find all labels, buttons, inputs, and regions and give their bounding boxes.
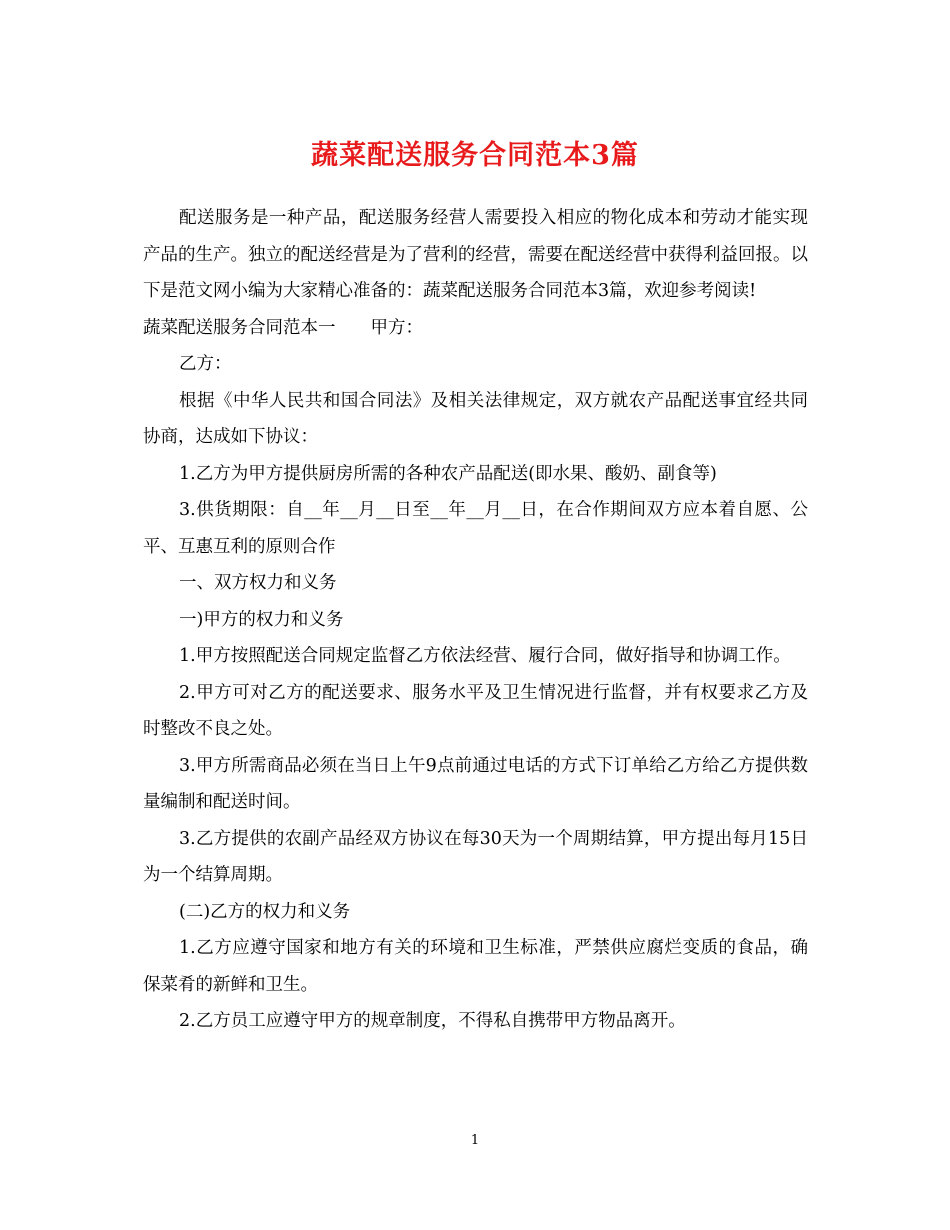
document-body	[143, 200, 808, 1040]
subsection-heading-party-a: 一)甲方的权力和义务	[179, 609, 344, 630]
page-number: 1	[470, 1133, 480, 1148]
contract-heading-party-a: 蔬菜配送服务合同范本一 甲方：	[143, 317, 423, 338]
agreement-basis-paragraph: 根据《中华人民共和国合同法》及相关法律规定，双方就农产品配送事宜经共同协商，达成如下协议：	[143, 390, 808, 447]
clause-supply-scope: 1.乙方为甲方提供厨房所需的各种农产品配送(即水果、酸奶、副食等)	[179, 463, 717, 484]
intro-paragraph: 配送服务是一种产品，配送服务经营人需要投入相应的物化成本和劳动才能实现产品的生产。独立的配送经营是为了营利的经营，需要在配送经营中获得利益回报。以下是范文网小编为大家精心准备的：蔬菜配送服务合同范本3篇，欢迎参考阅读!	[143, 208, 808, 301]
document-title: 蔬菜配送服务合同范本3篇	[311, 140, 639, 171]
clause-party-b-1: 1.乙方应遵守国家和地方有关的环境和卫生标准，严禁供应腐烂变质的食品，确保菜肴的新鲜和卫生。	[143, 938, 808, 995]
clause-supply-period: 3.供货期限：自__年__月__日至__年__月__日，在合作期间双方应本着自愿、公平、互惠互利的原则合作	[143, 500, 808, 557]
clause-party-a-3: 3.甲方所需商品必须在当日上午9点前通过电话的方式下订单给乙方给乙方提供数量编制和配送时间。	[143, 755, 808, 812]
section-heading-rights: 一、双方权力和义务	[179, 573, 337, 593]
party-b-line: 乙方：	[179, 354, 232, 374]
clause-party-a-1: 1.甲方按照配送合同规定监督乙方依法经营、履行合同，做好指导和协调工作。	[179, 646, 791, 666]
clause-party-b-2: 2.乙方员工应遵守甲方的规章制度，不得私自携带甲方物品离开。	[179, 1011, 686, 1031]
subsection-heading-party-b: (二)乙方的权力和义务	[179, 901, 351, 922]
clause-settlement: 3.乙方提供的农副产品经双方协议在每30天为一个周期结算，甲方提出每月15日为一个结算周期。	[143, 828, 808, 885]
clause-party-a-2: 2.甲方可对乙方的配送要求、服务水平及卫生情况进行监督，并有权要求乙方及时整改不良之处。	[143, 682, 808, 739]
